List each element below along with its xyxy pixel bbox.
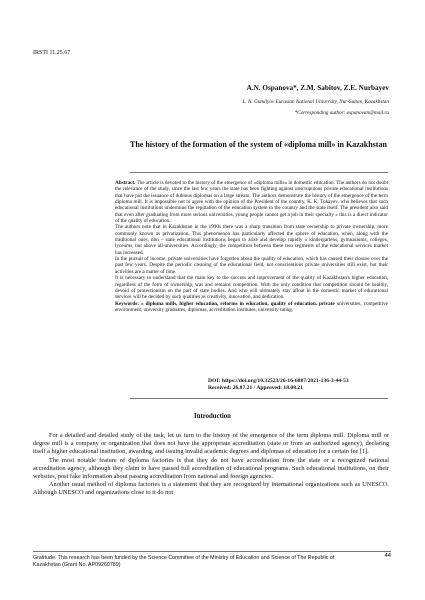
irsti-code: IRSTI 11.25.67 <box>33 50 71 56</box>
keywords-label: Keywords: <box>115 300 139 307</box>
introduction-heading: Introduction <box>194 413 231 420</box>
abstract-paragraph-1 <box>115 180 388 224</box>
title-rule <box>130 172 388 173</box>
doi-block <box>208 378 349 392</box>
keywords-rest: universities, competitive environment, university graduates, diplomas, accreditation institutes, university rating. <box>115 300 388 313</box>
keywords <box>115 301 388 314</box>
affiliation: L. N. Gumilyov Eurasian National University, Nur-Sultan, Kazakhstan <box>242 99 389 105</box>
abstract-paragraph-3: In the pursuit of income, private universities have forgotten about the quality of education, which has caused their closure over the past few years. Despite the periodic cleaning of the educational field, not conscientious private universities still exist, but their activities are a matter of time. <box>115 256 388 275</box>
body-paragraph-3: Another usual method of diploma factories is a statement that they are recognized by international organizations such as UNESCO. Although UNESCO and organizations close to it do not <box>33 481 389 497</box>
footnote-rule <box>33 551 391 552</box>
abstract <box>115 180 388 313</box>
footnote: Gratitude. This research has been funded by the Science Committee of the Ministry of Education and Science of The Republic of Kazakhstan (Grant No. AP09260789) <box>33 555 335 568</box>
abstract-rule <box>130 398 388 399</box>
authors: A.N. Ospanova*, Z.M. Sabitov, Z.E. Nurbayev <box>246 84 389 92</box>
page-number: 44 <box>384 553 391 559</box>
body-paragraph-1: For a detailed and detailed study of the task, let us turn to the history of the emergence of the term diploma mill. Diploma mill or degree mill is a company or organization that does not have the appropriate accreditation (state or from an authorized agency), declaring itself a higher educational institution, awarding, and issuing invalid academic degrees and diplomas of education for a certain fee [1]. <box>33 432 389 456</box>
body-paragraph-2: The most notable feature of diploma factories is that they do not have accreditation from the state or a recognized national accreditation agency, although they claim to have passed full accreditation of educational programs. Such educational institutions, on their websites, post fake information about passing accreditation from national and foreign agencies. <box>33 456 389 481</box>
body-text <box>33 432 389 498</box>
abstract-paragraph-4: It is necessary to understand that the main key to the success and improvement of the quality of Kazakhstan's higher education, regardless of the form of ownership, was and remains competition. With the only condition that competition should be healthy, devoid of protectionism on the part of state bodies. And who will ultimately stay afloat in the domestic market of educational services will be decided by such qualities as creativity, innovation, and dedication. <box>115 275 388 301</box>
article-title: The history of the formation of the system of «diploma mill» in Kazakhstan <box>130 140 387 149</box>
corresponding-author: *Corresponding author: ospanovan@mail.ru <box>294 110 389 116</box>
abstract-text-1: The article is devoted to the history of the emergence of «diploma mills» in domestic education. The authors do not doubt the relevance of the study, since the last few years the state has been fighting against unscrupulous private educational institutions that have put the issuance of dubious diplomas on a large stream. The authors demonstrate the history of the emergence of the term diploma mill. It is impossible not to agree with the opinion of the President of the country, K. K. Tokayev, who believes that such educational institutions undermine the reputation of the education system in the country and the state itself. The president also said that even after graduating from more serious universities, young people cannot get a job in their specialty » this is a direct indicator of the quality of education. <box>115 180 388 225</box>
doi-link[interactable]: DOI: https://doi.org/10.32523/26-16-6887/2021-136-3-44-53 <box>208 378 349 384</box>
received-date: Received: 26.07.21 / Approved: 18.08.21 <box>208 385 303 391</box>
keywords-bold: « diploma mills, higher education, reforms in education, quality of education, private <box>141 300 335 307</box>
abstract-paragraph-2: The authors note that in Kazakhstan in the 1990s there was a sharp transition from state ownership to private ownership, more commonly known as privatization. This phenomenon has particularly affected the sphere of education, when, along with the traditional ones, non – state educational institutions began to arise and develop rapidly » kindergartens, gymnasiums, colleges, lyceums, but above all-universities. Accordingly, the competition between these two segments of the educational services market has increased. <box>115 224 388 256</box>
abstract-label: Abstract. <box>115 180 136 186</box>
